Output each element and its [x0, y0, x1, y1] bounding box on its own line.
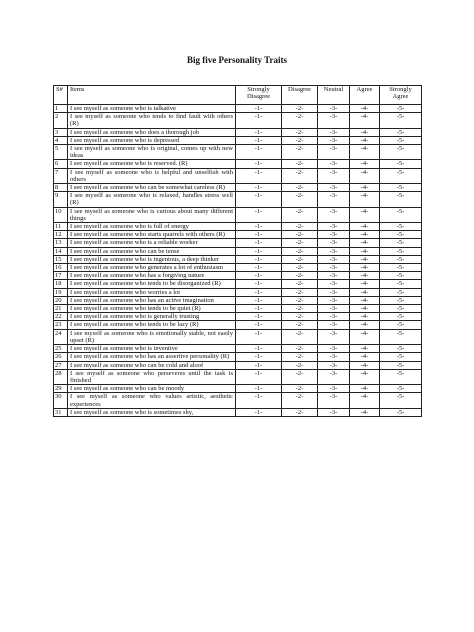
- rating-option-5: -5-: [380, 239, 422, 247]
- rating-option-5: -5-: [380, 361, 422, 369]
- table-row: [54, 353, 422, 361]
- rating-option-3: -3-: [318, 288, 350, 296]
- item-number: 26: [54, 353, 68, 361]
- rating-option-5: -5-: [380, 321, 422, 329]
- item-text: I see myself as someone who is inventive: [68, 345, 236, 353]
- rating-option-1: -1-: [236, 321, 282, 329]
- header-strongly-agree: Strongly Agree: [380, 86, 422, 105]
- rating-option-4: -4-: [350, 272, 380, 280]
- rating-option-1: -1-: [236, 264, 282, 272]
- rating-option-5: -5-: [380, 296, 422, 304]
- rating-option-5: -5-: [380, 136, 422, 144]
- rating-option-1: -1-: [236, 207, 282, 222]
- header-neutral: Neutral: [318, 86, 350, 105]
- table-row: [54, 408, 422, 416]
- document-title: Big five Personality Traits: [187, 55, 287, 65]
- rating-option-5: -5-: [380, 247, 422, 255]
- rating-option-3: -3-: [318, 247, 350, 255]
- item-text: I see myself as someone who is original, comes up with new ideas: [68, 145, 236, 160]
- item-text: I see myself as someone who is full of energy: [68, 223, 236, 231]
- table-row: [54, 272, 422, 280]
- rating-option-5: -5-: [380, 393, 422, 408]
- header-number: S#: [54, 86, 68, 105]
- rating-option-1: -1-: [236, 313, 282, 321]
- item-text: I see myself as someone who is curious about many different things: [68, 207, 236, 222]
- rating-option-2: -2-: [282, 145, 318, 160]
- rating-option-1: -1-: [236, 296, 282, 304]
- item-text: I see myself as someone who tends to be lazy (R): [68, 321, 236, 329]
- rating-option-2: -2-: [282, 105, 318, 113]
- item-text: I see myself as someone who is a reliable worker: [68, 239, 236, 247]
- item-number: 23: [54, 321, 68, 329]
- item-number: 17: [54, 272, 68, 280]
- item-number: 16: [54, 264, 68, 272]
- rating-option-3: -3-: [318, 264, 350, 272]
- rating-option-3: -3-: [318, 105, 350, 113]
- rating-option-1: -1-: [236, 160, 282, 168]
- item-text: I see myself as someone who is helpful and unselfish with others: [68, 168, 236, 183]
- rating-option-1: -1-: [236, 369, 282, 384]
- rating-option-2: -2-: [282, 223, 318, 231]
- item-text: I see myself as someone who can be tense: [68, 247, 236, 255]
- table-row: [54, 369, 422, 384]
- item-text: I see myself as someone who can be moody: [68, 385, 236, 393]
- item-number: 28: [54, 369, 68, 384]
- rating-option-3: -3-: [318, 184, 350, 192]
- rating-option-3: -3-: [318, 113, 350, 128]
- rating-option-1: -1-: [236, 345, 282, 353]
- rating-option-1: -1-: [236, 192, 282, 207]
- rating-option-5: -5-: [380, 168, 422, 183]
- table-row: [54, 239, 422, 247]
- rating-option-5: -5-: [380, 329, 422, 344]
- item-text: I see myself as someone who is ingenious, a deep thinker: [68, 255, 236, 263]
- rating-option-5: -5-: [380, 255, 422, 263]
- item-number: 12: [54, 231, 68, 239]
- item-text: I see myself as someone who perseveres until the task is finished: [68, 369, 236, 384]
- rating-option-1: -1-: [236, 168, 282, 183]
- rating-option-4: -4-: [350, 345, 380, 353]
- rating-option-2: -2-: [282, 184, 318, 192]
- rating-option-3: -3-: [318, 136, 350, 144]
- rating-option-2: -2-: [282, 280, 318, 288]
- rating-option-1: -1-: [236, 280, 282, 288]
- rating-option-3: -3-: [318, 272, 350, 280]
- header-agree: Agree: [350, 86, 380, 105]
- rating-option-5: -5-: [380, 145, 422, 160]
- item-text: I see myself as someone who starts quarrels with others (R): [68, 231, 236, 239]
- rating-option-5: -5-: [380, 105, 422, 113]
- item-number: 2: [54, 113, 68, 128]
- item-text: I see myself as someone who is emotionally stable, not easily upset (R): [68, 329, 236, 344]
- rating-option-2: -2-: [282, 113, 318, 128]
- rating-option-5: -5-: [380, 369, 422, 384]
- item-text: I see myself as someone who has an assertive personality (R): [68, 353, 236, 361]
- rating-option-3: -3-: [318, 239, 350, 247]
- rating-option-2: -2-: [282, 393, 318, 408]
- rating-option-5: -5-: [380, 272, 422, 280]
- rating-option-3: -3-: [318, 168, 350, 183]
- rating-option-3: -3-: [318, 128, 350, 136]
- rating-option-4: -4-: [350, 145, 380, 160]
- item-text: I see myself as someone who is sometimes shy,: [68, 408, 236, 416]
- table-row: [54, 128, 422, 136]
- rating-option-1: -1-: [236, 353, 282, 361]
- item-text: I see myself as someone who is reserved. (R): [68, 160, 236, 168]
- table-row: [54, 184, 422, 192]
- item-number: 5: [54, 145, 68, 160]
- rating-option-1: -1-: [236, 113, 282, 128]
- rating-option-2: -2-: [282, 207, 318, 222]
- rating-option-1: -1-: [236, 272, 282, 280]
- rating-option-2: -2-: [282, 313, 318, 321]
- table-row: [54, 223, 422, 231]
- rating-option-1: -1-: [236, 136, 282, 144]
- rating-option-2: -2-: [282, 272, 318, 280]
- rating-option-4: -4-: [350, 408, 380, 416]
- item-text: I see myself as someone who has a forgiving nature: [68, 272, 236, 280]
- table-row: [54, 264, 422, 272]
- item-text: I see myself as someone who is relaxed, handles stress well (R): [68, 192, 236, 207]
- rating-option-3: -3-: [318, 385, 350, 393]
- item-number: 19: [54, 288, 68, 296]
- table-row: [54, 113, 422, 128]
- rating-option-3: -3-: [318, 207, 350, 222]
- rating-option-4: -4-: [350, 207, 380, 222]
- rating-option-4: -4-: [350, 296, 380, 304]
- item-number: 7: [54, 168, 68, 183]
- rating-option-2: -2-: [282, 128, 318, 136]
- rating-option-1: -1-: [236, 223, 282, 231]
- rating-option-5: -5-: [380, 345, 422, 353]
- table-row: [54, 136, 422, 144]
- item-text: I see myself as someone who tends to find fault with others (R): [68, 113, 236, 128]
- rating-option-5: -5-: [380, 288, 422, 296]
- personality-traits-table: [53, 85, 422, 417]
- rating-option-4: -4-: [350, 288, 380, 296]
- item-text: I see myself as someone who can be somewhat careless (R): [68, 184, 236, 192]
- header-strongly-disagree: Strongly Disagree: [236, 86, 282, 105]
- item-number: 6: [54, 160, 68, 168]
- rating-option-4: -4-: [350, 385, 380, 393]
- rating-option-3: -3-: [318, 345, 350, 353]
- rating-option-3: -3-: [318, 313, 350, 321]
- item-number: 9: [54, 192, 68, 207]
- rating-option-4: -4-: [350, 321, 380, 329]
- table-row: [54, 105, 422, 113]
- rating-option-3: -3-: [318, 408, 350, 416]
- header-disagree: Disagree: [282, 86, 318, 105]
- table-row: [54, 247, 422, 255]
- rating-option-3: -3-: [318, 353, 350, 361]
- rating-option-1: -1-: [236, 128, 282, 136]
- item-number: 14: [54, 247, 68, 255]
- table-row: [54, 280, 422, 288]
- rating-option-4: -4-: [350, 247, 380, 255]
- item-number: 11: [54, 223, 68, 231]
- rating-option-3: -3-: [318, 255, 350, 263]
- rating-option-3: -3-: [318, 369, 350, 384]
- rating-option-3: -3-: [318, 231, 350, 239]
- item-text: I see myself as someone who worries a lot: [68, 288, 236, 296]
- rating-option-1: -1-: [236, 305, 282, 313]
- table-row: [54, 145, 422, 160]
- rating-option-1: -1-: [236, 361, 282, 369]
- item-number: 30: [54, 393, 68, 408]
- rating-option-2: -2-: [282, 329, 318, 344]
- rating-option-1: -1-: [236, 329, 282, 344]
- rating-option-4: -4-: [350, 393, 380, 408]
- rating-option-3: -3-: [318, 160, 350, 168]
- table-row: [54, 321, 422, 329]
- rating-option-5: -5-: [380, 184, 422, 192]
- rating-option-4: -4-: [350, 231, 380, 239]
- rating-option-2: -2-: [282, 136, 318, 144]
- rating-option-4: -4-: [350, 192, 380, 207]
- rating-option-3: -3-: [318, 280, 350, 288]
- rating-option-5: -5-: [380, 313, 422, 321]
- item-number: 20: [54, 296, 68, 304]
- item-text: I see myself as someone who tends to be disorganized (R): [68, 280, 236, 288]
- rating-option-4: -4-: [350, 113, 380, 128]
- table-row: [54, 160, 422, 168]
- item-text: I see myself as someone who does a thorough job: [68, 128, 236, 136]
- item-number: 31: [54, 408, 68, 416]
- rating-option-5: -5-: [380, 223, 422, 231]
- rating-option-5: -5-: [380, 385, 422, 393]
- table-row: [54, 313, 422, 321]
- rating-option-2: -2-: [282, 192, 318, 207]
- rating-option-4: -4-: [350, 105, 380, 113]
- rating-option-2: -2-: [282, 353, 318, 361]
- rating-option-2: -2-: [282, 168, 318, 183]
- rating-option-2: -2-: [282, 369, 318, 384]
- table-row: [54, 231, 422, 239]
- table-row: [54, 393, 422, 408]
- item-number: 29: [54, 385, 68, 393]
- item-text: I see myself as someone who generates a lot of enthusiasm: [68, 264, 236, 272]
- rating-option-5: -5-: [380, 128, 422, 136]
- rating-option-2: -2-: [282, 160, 318, 168]
- item-number: 15: [54, 255, 68, 263]
- rating-option-5: -5-: [380, 207, 422, 222]
- table-row: [54, 192, 422, 207]
- rating-option-3: -3-: [318, 296, 350, 304]
- rating-option-4: -4-: [350, 136, 380, 144]
- item-text: I see myself as someone who tends to be quiet (R): [68, 305, 236, 313]
- item-number: 1: [54, 105, 68, 113]
- table-row: [54, 288, 422, 296]
- rating-option-2: -2-: [282, 305, 318, 313]
- table-row: [54, 305, 422, 313]
- rating-option-1: -1-: [236, 385, 282, 393]
- rating-option-2: -2-: [282, 321, 318, 329]
- rating-option-1: -1-: [236, 393, 282, 408]
- item-number: 4: [54, 136, 68, 144]
- rating-option-4: -4-: [350, 128, 380, 136]
- rating-option-2: -2-: [282, 231, 318, 239]
- rating-option-1: -1-: [236, 239, 282, 247]
- item-text: I see myself as someone who has an active imagination: [68, 296, 236, 304]
- rating-option-4: -4-: [350, 184, 380, 192]
- table-row: [54, 207, 422, 222]
- rating-option-2: -2-: [282, 361, 318, 369]
- table-row: [54, 329, 422, 344]
- rating-option-2: -2-: [282, 264, 318, 272]
- item-number: 21: [54, 305, 68, 313]
- item-text: I see myself as someone who can be cold and aloof: [68, 361, 236, 369]
- rating-option-4: -4-: [350, 239, 380, 247]
- rating-option-4: -4-: [350, 313, 380, 321]
- item-number: 25: [54, 345, 68, 353]
- rating-option-1: -1-: [236, 231, 282, 239]
- rating-option-5: -5-: [380, 305, 422, 313]
- rating-option-1: -1-: [236, 105, 282, 113]
- rating-option-4: -4-: [350, 361, 380, 369]
- table-row: [54, 385, 422, 393]
- item-number: 8: [54, 184, 68, 192]
- item-number: 24: [54, 329, 68, 344]
- table-row: [54, 296, 422, 304]
- rating-option-2: -2-: [282, 385, 318, 393]
- rating-option-2: -2-: [282, 345, 318, 353]
- table-row: [54, 361, 422, 369]
- rating-option-5: -5-: [380, 160, 422, 168]
- item-text: I see myself as someone who is generally trusting: [68, 313, 236, 321]
- rating-option-2: -2-: [282, 288, 318, 296]
- rating-option-4: -4-: [350, 160, 380, 168]
- item-number: 3: [54, 128, 68, 136]
- rating-option-1: -1-: [236, 184, 282, 192]
- item-number: 27: [54, 361, 68, 369]
- rating-option-4: -4-: [350, 280, 380, 288]
- rating-option-3: -3-: [318, 329, 350, 344]
- rating-option-3: -3-: [318, 305, 350, 313]
- rating-option-3: -3-: [318, 321, 350, 329]
- rating-option-5: -5-: [380, 192, 422, 207]
- rating-option-5: -5-: [380, 231, 422, 239]
- item-number: 18: [54, 280, 68, 288]
- rating-option-4: -4-: [350, 168, 380, 183]
- rating-option-1: -1-: [236, 145, 282, 160]
- rating-option-2: -2-: [282, 408, 318, 416]
- rating-option-1: -1-: [236, 247, 282, 255]
- table-row: [54, 168, 422, 183]
- rating-option-4: -4-: [350, 223, 380, 231]
- item-text: I see myself as someone who is depressed: [68, 136, 236, 144]
- header-items: Items: [68, 86, 236, 105]
- rating-option-4: -4-: [350, 369, 380, 384]
- rating-option-2: -2-: [282, 255, 318, 263]
- rating-option-1: -1-: [236, 255, 282, 263]
- rating-option-2: -2-: [282, 247, 318, 255]
- rating-option-4: -4-: [350, 353, 380, 361]
- rating-option-5: -5-: [380, 264, 422, 272]
- rating-option-1: -1-: [236, 288, 282, 296]
- rating-option-4: -4-: [350, 329, 380, 344]
- rating-option-3: -3-: [318, 192, 350, 207]
- item-number: 22: [54, 313, 68, 321]
- rating-option-5: -5-: [380, 408, 422, 416]
- table-row: [54, 345, 422, 353]
- rating-option-5: -5-: [380, 113, 422, 128]
- item-text: I see myself as someone who is talkative: [68, 105, 236, 113]
- rating-option-2: -2-: [282, 296, 318, 304]
- rating-option-4: -4-: [350, 255, 380, 263]
- table-row: [54, 255, 422, 263]
- rating-option-1: -1-: [236, 408, 282, 416]
- rating-option-3: -3-: [318, 361, 350, 369]
- rating-option-3: -3-: [318, 223, 350, 231]
- item-number: 13: [54, 239, 68, 247]
- rating-option-3: -3-: [318, 393, 350, 408]
- item-text: I see myself as someone who values artistic, aesthetic experiences: [68, 393, 236, 408]
- rating-option-2: -2-: [282, 239, 318, 247]
- item-number: 10: [54, 207, 68, 222]
- rating-option-5: -5-: [380, 353, 422, 361]
- table-header-row: [54, 86, 422, 105]
- rating-option-4: -4-: [350, 305, 380, 313]
- rating-option-3: -3-: [318, 145, 350, 160]
- table-body: [54, 105, 422, 417]
- rating-option-5: -5-: [380, 280, 422, 288]
- rating-option-4: -4-: [350, 264, 380, 272]
